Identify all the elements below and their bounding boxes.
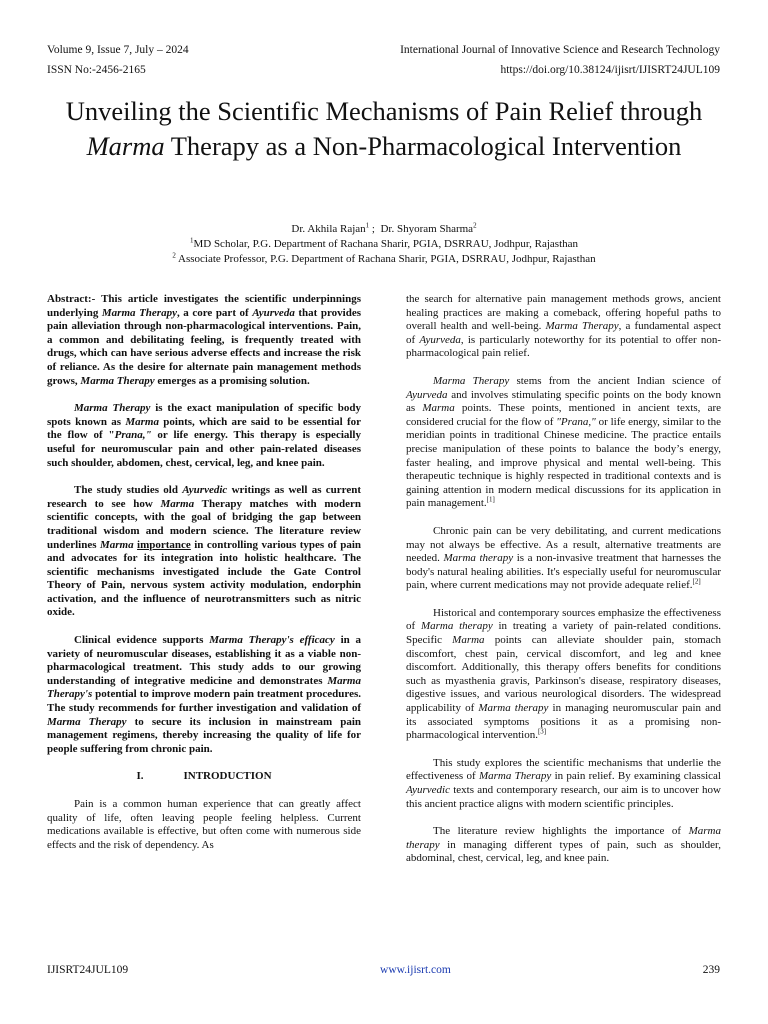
abstract-p1: Abstract:- This article investigates the scientific underpinnings underlying Marma Therapy, a core part of Ayurveda that provides pain alleviation through non-pharmacological interventions. Pain, a common and debilitating feeling, is frequently treated with drugs, which can have serious adverse effects and increase the risk of reliance. As the desire for alternate pain management methods grows, Marma Therapy emerges as a promising solution. xyxy=(47,293,362,387)
intro-r3: Chronic pain can be very debilitating, and current medications may not always be effective. As a result, alternative treatments are needed. Marma therapy is a non-invasive treatment that harnesses the body's natural healing abilities. It's especially useful for neuromuscular pain, where current medications may not provide adequate relief.[2] xyxy=(406,524,721,592)
doi-link[interactable]: https://doi.org/10.38124/ijisrt/IJISRT24JUL109 xyxy=(500,64,720,76)
affiliation-1: $^1$MD Scholar, P.G. Department of Rachana Sharir, PGIA, DSRRAU, Jodhpur, Rajasthan xyxy=(189,236,579,250)
author-names: Dr. Akhila Rajan$^1$ ; Dr. Shyoram Sharma$^2$ xyxy=(291,221,477,235)
author-block xyxy=(0,222,768,267)
page-footer xyxy=(47,964,720,976)
abstract-p3: The study studies old Ayurvedic writings as well as current research to see how Marma Therapy matches with modern scientific concepts, with the goal of bridging the gap between traditional wisdom and modern science. The literature review underlines Marma importance in controlling various types of pain and advocates for its integration into holistic healthcare. The scientific mechanisms investigated include the Gate Control Theory of Pain, nervous system activity modulation, endorphin activation, and the influence of neurotransmitters such as nitric oxide. xyxy=(47,484,362,619)
page-number: 239 xyxy=(702,964,720,976)
abstract-p4: Clinical evidence supports Marma Therapy's efficacy in a variety of neuromuscular diseases, establishing it as a viable non-pharmacological treatment. This study adds to our growing understanding of integrative medicine and demonstrates Marma Therapy's potential to improve modern pain treatment procedures. The study recommends for further investigation and validation of Marma Therapy to secure its inclusion in mainstream pain management regimens, thereby increasing the quality of life for people suffering from chronic pain. xyxy=(47,634,361,755)
paper-id: IJISRT24JUL109 xyxy=(47,964,129,976)
left-column xyxy=(47,293,361,866)
volume-info: Volume 9, Issue 7, July – 2024 xyxy=(47,44,189,56)
right-column xyxy=(406,293,721,880)
site-link[interactable]: www.ijisrt.com xyxy=(380,964,451,976)
intro-r1: the search for alternative pain management methods grows, ancient healing practices are making a comeback, offering hopeful paths to overall health and well-being. Marma Therapy, a fundamental aspect of Ayurveda, is particularly noteworthy for its potential to offer non-pharmacological pain relief. xyxy=(406,293,721,360)
section-heading: I. INTRODUCTION xyxy=(136,770,272,783)
paper-title: Unveiling the Scientific Mechanisms of Pain Relief through Marma Therapy as a Non-Pharmacological Intervention xyxy=(65,96,703,161)
running-header xyxy=(47,44,720,56)
intro-r6: The literature review highlights the importance of Marma therapy in managing different types of pain, such as shoulder, abdominal, chest, cervical, leg, and knee pain. xyxy=(406,825,721,865)
issn: ISSN No:-2456-2165 xyxy=(47,64,146,76)
abstract-p2: Marma Therapy is the exact manipulation of specific body spots known as Marma points, which are said to be essential for the flow of "Prana," or life energy. This therapy is especially useful for neuromuscular pain and other pain-related diseases such shoulder, abdomen, chest, cervical, leg, and knee pain. xyxy=(47,402,362,469)
journal-name: International Journal of Innovative Science and Research Technology xyxy=(400,44,720,56)
intro-r2: Marma Therapy stems from the ancient Indian science of Ayurveda and involves stimulating specific points on the body known as Marma points. These points, mentioned in ancient texts, are considered crucial for the flow of "Prana," or life energy, similar to the meridian points in traditional Chinese medicine. The practice entails precise manipulation of these points to balance the body’s energy, faster healing, and improve physical and mental well-being. This therapeutic technique is highly respected in traditional contexts and is gaining attention in modern medical discussions for its application in pain management.[1] xyxy=(406,374,721,510)
affiliation-2: $^2$ Associate Professor, P.G. Department of Rachana Sharir, PGIA, DSRRAU, Jodhpur, Rajasthan xyxy=(172,251,596,265)
intro-r5: This study explores the scientific mechanisms that underlie the effectiveness of Marma Therapy in pain relief. By examining classical Ayurvedic texts and contemporary research, our aim is to uncover how this ancient practice aligns with modern scientific principles. xyxy=(406,756,721,810)
intro-p1: Pain is a common human experience that can greatly affect quality of life, often leaving people feeling helpless. Current medications available is effective, but often come with numerous side effects and the risk of dependency. As xyxy=(47,798,361,851)
running-header-2 xyxy=(47,64,720,76)
intro-r4: Historical and contemporary sources emphasize the effectiveness of Marma therapy in treating a variety of pain-related conditions. Specific Marma points can alleviate shoulder pain, stomach discomfort, chest pain, cervical discomfort, and leg and knee discomfort. Additionally, this therapy offers benefits for conditions such as myasthenia gravis, Parkinson's disease, respiratory diseases, digestive issues, and various neurological disorders. The widespread applicability of Marma therapy in managing neuromuscular pain and its associated symptoms positions it as a promising non-pharmacological intervention.[3] xyxy=(406,606,721,742)
